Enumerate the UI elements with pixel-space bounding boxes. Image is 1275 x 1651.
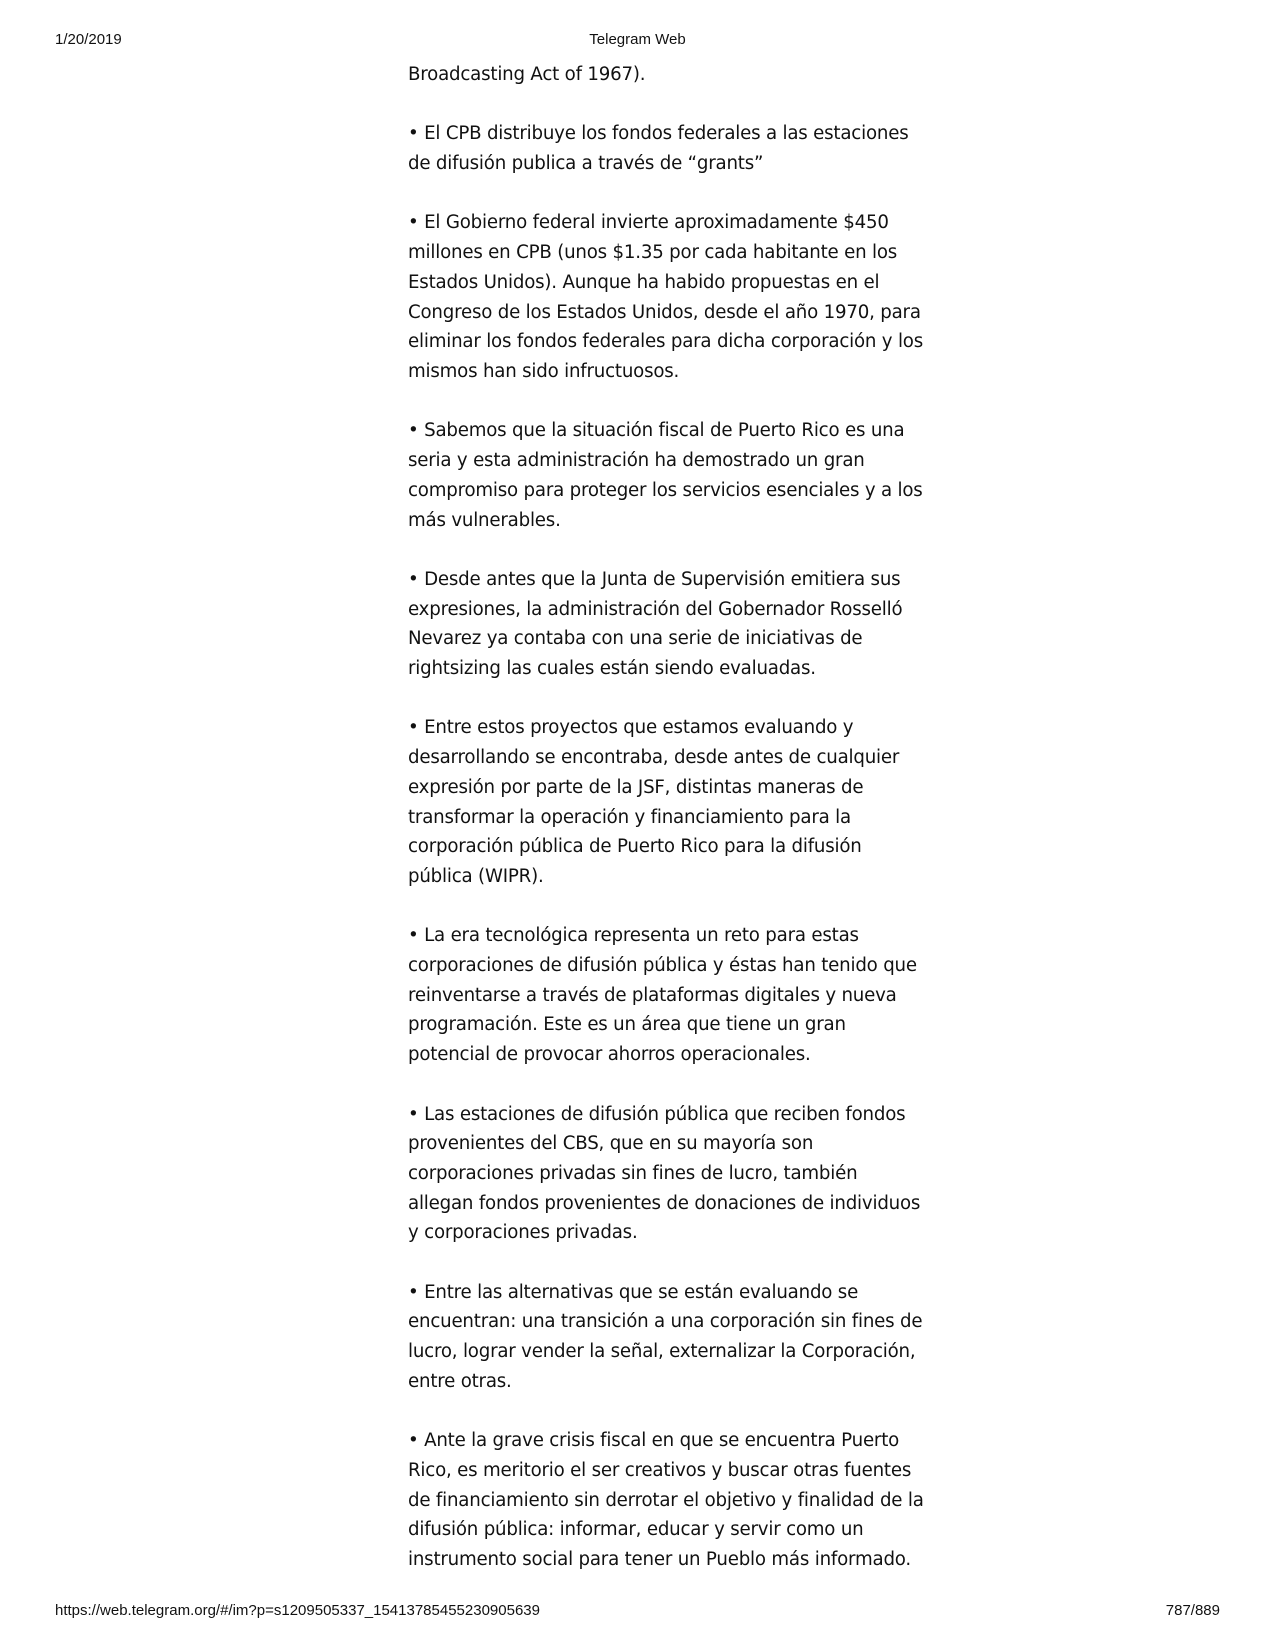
message-paragraph: • Sabemos que la situación fiscal de Puerto Rico es una seria y esta administración ha demostrado un gran compromiso para proteger los servicios esenciales y a los más vulnerables.	[408, 420, 923, 531]
message-paragraph: • El Gobierno federal invierte aproximadamente $450 millones en CPB (unos $1.35 por cada habitante en los Estados Unidos). Aunque ha habido propuestas en el Congreso de los Estados Unidos, desde el año 1970, para eliminar los fondos federales para dicha corporación y los mismos han sido infructuosos.	[408, 212, 924, 382]
print-header	[0, 31, 1275, 51]
message-paragraph: • Entre estos proyectos que estamos evaluando y desarrollando se encontraba, desde antes de cualquier expresión por parte de la JSF, distintas maneras de transformar la operación y financiamiento para la corporación pública de Puerto Rico para la difusión pública (WIPR).	[408, 717, 900, 887]
message-paragraph: • Las estaciones de difusión pública que reciben fondos provenientes del CBS, que en su mayoría son corporaciones privadas sin fines de lucro, también allegan fondos provenientes de donaciones de individuos y corporaciones privadas.	[408, 1103, 921, 1244]
print-date: 1/20/2019	[55, 31, 122, 48]
message-text	[408, 60, 928, 1604]
print-footer	[0, 1602, 1275, 1622]
message-paragraph: • Entre las alternativas que se están evaluando se encuentran: una transición a una corporación sin fines de lucro, lograr vender la señal, externalizar la Corporación, entre otras.	[408, 1281, 923, 1392]
message-paragraph: • Ante la grave crisis fiscal en que se encuentra Puerto Rico, es meritorio el ser creativos y buscar otras fuentes de financiamiento sin derrotar el objetivo y finalidad de la difusión pública: informar, educar y servir como un instrumento social para tener un Pueblo más informado.	[408, 1430, 924, 1571]
page-title: Telegram Web	[589, 31, 686, 48]
message-paragraph: • Desde antes que la Junta de Supervisión emitiera sus expresiones, la administración del Gobernador Rosselló Nevarez ya contaba con una serie de iniciativas de rightsizing las cuales están siendo evaluadas.	[408, 568, 903, 679]
page-url: https://web.telegram.org/#/im?p=s1209505337_15413785455230905639	[55, 1602, 540, 1619]
page-number: 787/889	[1165, 1602, 1220, 1619]
message-paragraph: • La era tecnológica representa un reto para estas corporaciones de difusión pública y éstas han tenido que reinventarse a través de plataformas digitales y nueva programación. Este es un área que tiene un gran potencial de provocar ahorros operacionales.	[408, 925, 917, 1066]
message-paragraph: • El CPB distribuye los fondos federales a las estaciones de difusión publica a través de “grants”	[408, 123, 909, 175]
message-paragraph: Broadcasting Act of 1967).	[408, 64, 646, 85]
